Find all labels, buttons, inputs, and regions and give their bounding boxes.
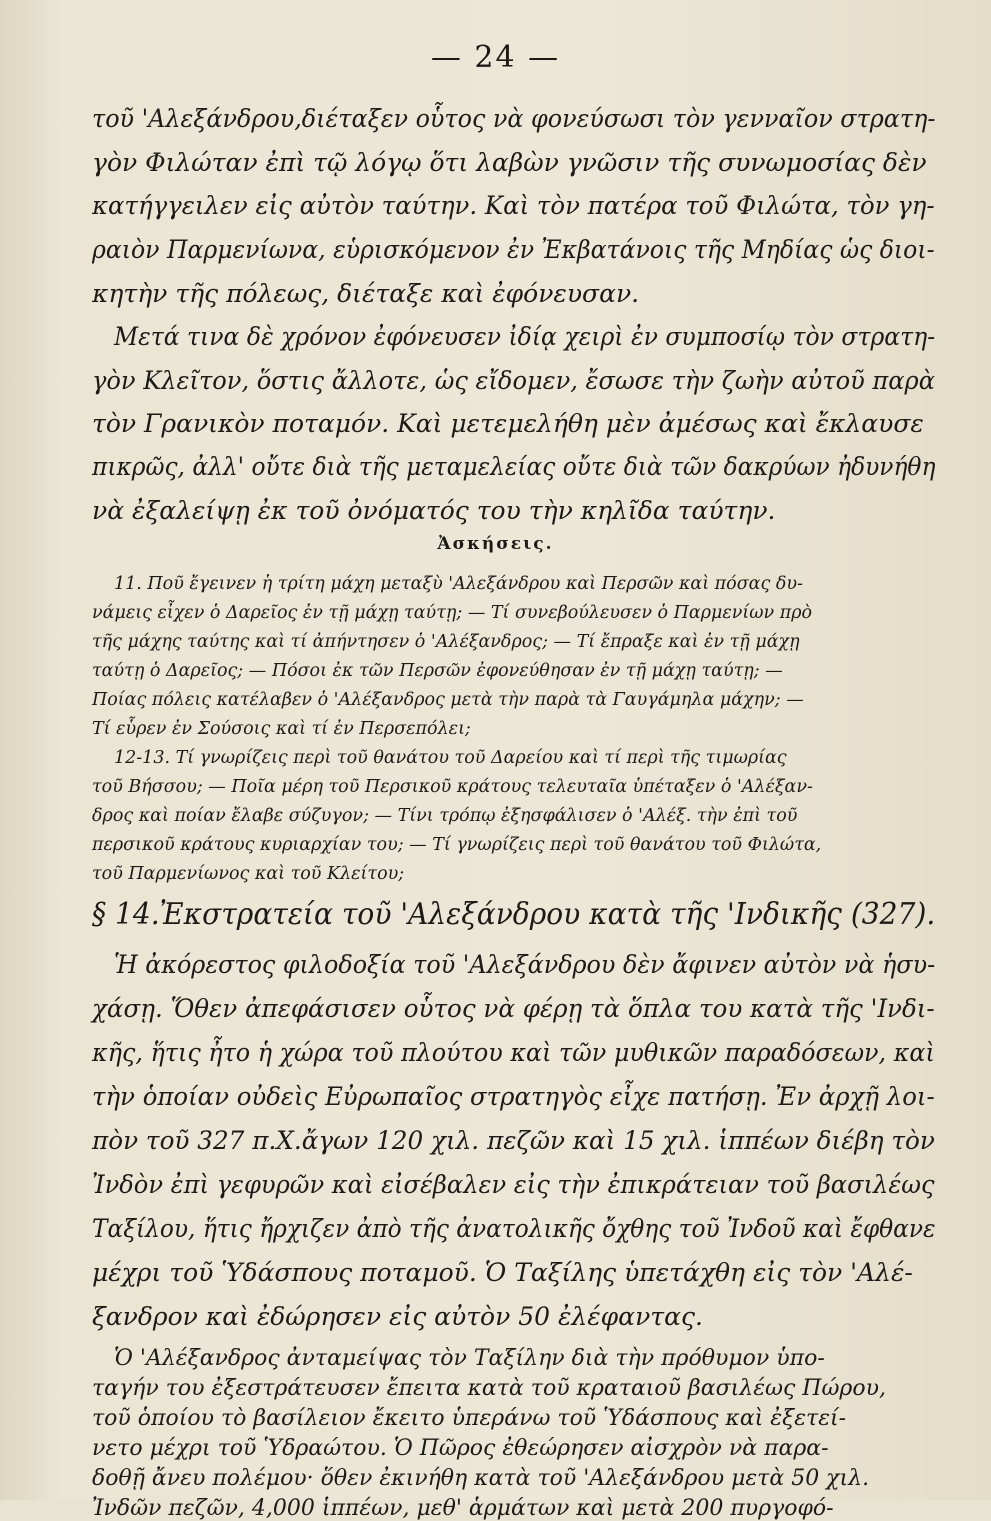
- text-line: νετο μέχρι τοῦ Ὑδραώτου. Ὁ Πῶρος ἐθεώρησεν αἰσχρὸν νὰ παρα-: [92, 1436, 829, 1461]
- page-number: — 24 —: [430, 40, 561, 75]
- text-line: τὸν Γρανικὸν ποταμόν. Καὶ μετεμελήθη μὲν ἀμέσως καὶ ἔκλαυσε: [92, 409, 924, 438]
- exercise-line: ταύτῃ ὁ Δαρεῖος; — Πόσοι ἐκ τῶν Περσῶν ἐφονεύθησαν ἐν τῇ μάχῃ ταύτῃ; —: [92, 661, 783, 681]
- text-line: κῆς, ἥτις ἦτο ἡ χώρα τοῦ πλούτου καὶ τῶν μυθικῶν παραδόσεων, καὶ: [92, 1038, 935, 1067]
- exercise-line: 12-13. Τί γνωρίζεις περὶ τοῦ θανάτου τοῦ Δαρείου καὶ τί περὶ τῆς τιμωρίας: [114, 748, 787, 768]
- text-line: Ταξίλου, ἥτις ἤρχιζεν ἀπὸ τῆς ἀνατολικῆς ὄχθης τοῦ Ἰνδοῦ καὶ ἔφθανε: [92, 1214, 936, 1243]
- text-line: δοθῇ ἄνευ πολέμου· ὅθεν ἐκινήθη κατὰ τοῦ 'Αλεξάνδρου μετὰ 50 χιλ.: [92, 1466, 870, 1491]
- text-line: μέχρι τοῦ Ὑδάσπους ποταμοῦ. Ὁ Ταξίλης ὑπετάχθη εἰς τὸν 'Αλέ-: [92, 1258, 913, 1287]
- exercise-line: τοῦ Παρμενίωνος καὶ τοῦ Κλείτου;: [92, 864, 405, 884]
- text-line: νὰ ἐξαλείψῃ ἐκ τοῦ ὀνόματός του τὴν κηλῖδα ταύτην.: [92, 496, 776, 525]
- text-line: γὸν Κλεῖτον, ὅστις ἄλλοτε, ὡς εἴδομεν, ἔσωσε τὴν ζωὴν αὐτοῦ παρὰ: [92, 366, 936, 395]
- text-line: τὴν ὁποίαν οὐδεὶς Εὐρωπαῖος στρατηγὸς εἶχε πατήσῃ. Ἐν ἀρχῇ λοι-: [92, 1082, 935, 1111]
- text-line: χάσῃ. Ὅθεν ἀπεφάσισεν οὗτος νὰ φέρῃ τὰ ὅπλα του κατὰ τῆς 'Ινδι-: [92, 994, 935, 1023]
- text-line: Μετά τινα δὲ χρόνον ἐφόνευσεν ἰδίᾳ χειρὶ ἐν συμποσίῳ τὸν στρατη-: [114, 322, 936, 351]
- exercise-line: τῆς μάχης ταύτης καὶ τί ἀπήντησεν ὁ 'Αλέξανδρος; — Τί ἔπραξε καὶ ἐν τῇ μάχῃ: [92, 632, 800, 652]
- text-line: κατήγγειλεν εἰς αὐτὸν ταύτην. Καὶ τὸν πατέρα τοῦ Φιλώτα, τὸν γη-: [92, 191, 935, 220]
- exercise-line: νάμεις εἶχεν ὁ Δαρεῖος ἐν τῇ μάχῃ ταύτῃ; — Τί συνεβούλευσεν ὁ Παρμενίων πρὸ: [92, 603, 813, 623]
- exercise-line: Ποίας πόλεις κατέλαβεν ὁ 'Αλέξανδρος μετὰ τὴν παρὰ τὰ Γαυγάμηλα μάχην; —: [92, 690, 804, 710]
- exercise-line: δρος καὶ ποίαν ἔλαβε σύζυγον; — Τίνι τρόπῳ ἐξησφάλισεν ὁ 'Αλέξ. τὴν ἐπὶ τοῦ: [92, 806, 798, 826]
- text-line: πικρῶς, ἀλλ' οὔτε διὰ τῆς μεταμελείας οὔτε διὰ τῶν δακρύων ἠδυνήθη: [92, 452, 936, 481]
- exercise-line: περσικοῦ κράτους κυριαρχίαν του; — Τί γνωρίζεις περὶ τοῦ θανάτου τοῦ Φιλώτα,: [92, 835, 822, 855]
- text-line: ξανδρον καὶ ἐδώρησεν εἰς αὐτὸν 50 ἐλέφαντας.: [92, 1302, 703, 1331]
- text-line: κητὴν τῆς πόλεως, διέταξε καὶ ἐφόνευσαν.: [92, 279, 640, 308]
- text-line: τοῦ ὁποίου τὸ βασίλειον ἔκειτο ὑπεράνω τοῦ Ὑδάσπους καὶ ἐξετεί-: [92, 1406, 847, 1431]
- text-line: ταγήν του ἐξεστράτευσεν ἔπειτα κατὰ τοῦ κραταιοῦ βασιλέως Πώρου,: [92, 1376, 886, 1401]
- text-line: Ἡ ἀκόρεστος φιλοδοξία τοῦ 'Αλεξάνδρου δὲν ἄφινεν αὐτὸν νὰ ἡσυ-: [114, 950, 936, 979]
- exercises-heading: Ἀσκήσεις.: [437, 534, 554, 554]
- text-line: πὸν τοῦ 327 π.Χ.ἄγων 120 χιλ. πεζῶν καὶ 15 χιλ. ἱππέων διέβη τὸν: [92, 1126, 935, 1155]
- text-line: Ὁ 'Αλέξανδρος ἀνταμείψας τὸν Ταξίλην διὰ τὴν πρόθυμον ὑπο-: [114, 1346, 825, 1371]
- text-line: ραιὸν Παρμενίωνα, εὑρισκόμενον ἐν Ἐκβατάνοις τῆς Μηδίας ὡς διοι-: [92, 235, 935, 264]
- text-line: Ἰνδὸν ἐπὶ γεφυρῶν καὶ εἰσέβαλεν εἰς τὴν ἐπικράτειαν τοῦ βασιλέως: [92, 1170, 935, 1199]
- text-line: γὸν Φιλώταν ἐπὶ τῷ λόγῳ ὅτι λαβὼν γνῶσιν τῆς συνωμοσίας δὲν: [92, 148, 927, 177]
- exercise-line: 11. Ποῦ ἔγεινεν ἡ τρίτη μάχη μεταξὺ 'Αλεξάνδρου καὶ Περσῶν καὶ πόσας δυ-: [114, 574, 803, 594]
- section-title: § 14.Ἐκστρατεία τοῦ 'Αλεξάνδρου κατὰ τῆς 'Ινδικῆς (327).: [92, 897, 936, 932]
- text-line: τοῦ 'Αλεξάνδρου,διέταξεν οὗτος νὰ φονεύσωσι τὸν γενναῖον στρατη-: [92, 104, 936, 133]
- text-line: Ἰνδῶν πεζῶν, 4,000 ἱππέων, μεθ' ἁρμάτων καὶ μετὰ 200 πυργοφό-: [92, 1496, 834, 1521]
- exercise-line: Τί εὗρεν ἐν Σούσοις καὶ τί ἐν Περσεπόλει;: [92, 719, 471, 739]
- exercise-line: τοῦ Βήσσου; — Ποῖα μέρη τοῦ Περσικοῦ κράτους τελευταῖα ὑπέταξεν ὁ 'Αλέξαν-: [92, 777, 813, 797]
